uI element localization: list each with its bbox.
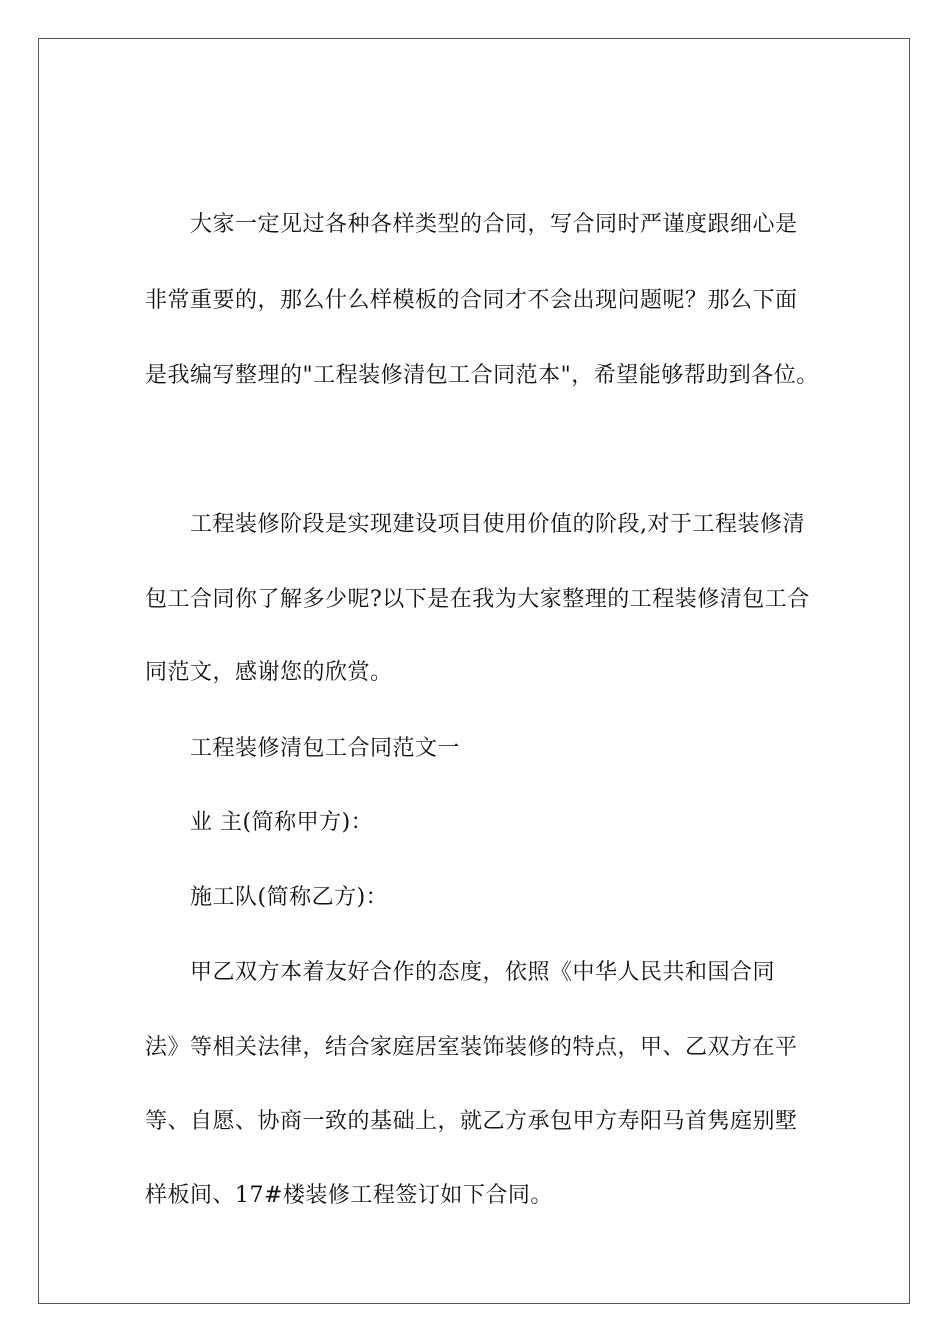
para3-line-3: 等、自愿、协商一致的基础上，就乙方承包甲方寿阳马首隽庭别墅: [145, 1109, 798, 1134]
para3-line-2: 法》等相关法律，结合家庭居室装饰装修的特点，甲、乙双方在平: [145, 1035, 798, 1060]
owner-label: 业 主(简称甲方)：: [190, 810, 374, 835]
para2-line-2: 包工合同你了解多少呢?以下是在我为大家整理的工程装修清包工合: [145, 587, 810, 612]
contractor-label: 施工队(简称乙方)：: [190, 885, 389, 910]
contract-heading: 工程装修清包工合同范文一: [190, 736, 461, 761]
intro-line-2: 非常重要的，那么什么样模板的合同才不会出现问题呢？那么下面: [145, 288, 798, 313]
para2-line-1: 工程装修阶段是实现建设项目使用价值的阶段,对于工程装修清: [190, 512, 805, 537]
para3-line-1: 甲乙双方本着友好合作的态度，依照《中华人民共和国合同: [190, 960, 776, 985]
intro-line-1: 大家一定见过各种各样类型的合同，写合同时严谨度跟细心是: [190, 212, 798, 237]
para2-line-3: 同范文，感谢您的欣赏。: [145, 660, 393, 685]
para3-line-4: 样板间、17#楼装修工程签订如下合同。: [145, 1183, 553, 1208]
intro-line-3: 是我编写整理的"工程装修清包工合同范本"，希望能够帮助到各位。: [145, 363, 819, 388]
